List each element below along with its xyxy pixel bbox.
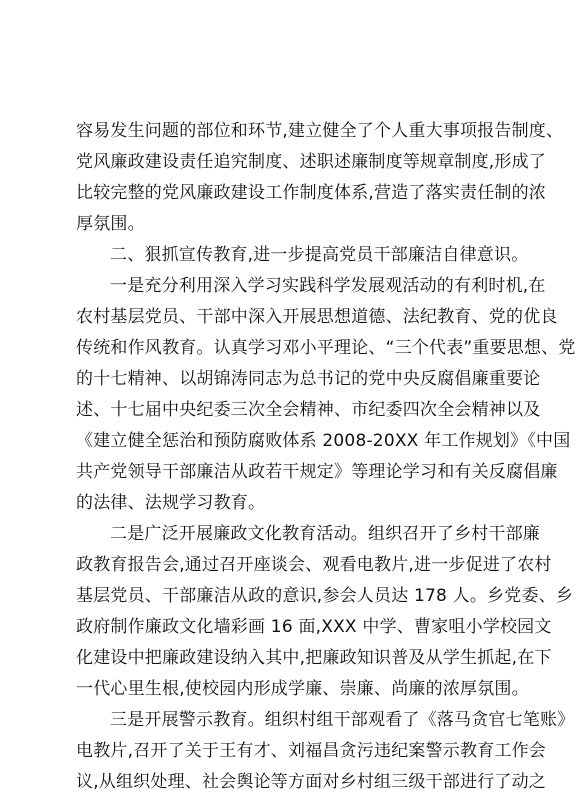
text-line: 政教育报告会,通过召开座谈会、观看电教片,进一步促进了农村 (76, 555, 552, 575)
text-line: 的十七精神、以胡锦涛同志为总书记的党中央反腐倡廉重要论 (76, 369, 541, 389)
text-line: 化建设中把廉政建设纳入其中,把廉政知识普及从学生抓起,在下 (76, 648, 552, 668)
text-line: 议,从组织处理、社会舆论等方面对乡村组三级干部进行了动之 (76, 772, 547, 792)
text-line: 一代心里生根,使校园内形成学廉、崇廉、尚廉的浓厚氛围。 (76, 679, 529, 699)
text-line: 传统和作风教育。认真学习邓小平理论、“三个代表”重要思想、党 (76, 338, 576, 358)
paragraph-first-line: 一是充分利用深入学习实践科学发展观活动的有利时机,在 (110, 276, 546, 296)
text-line: 厚氛围。 (76, 214, 145, 234)
text-line: 党风廉政建设责任追究制度、述职述廉制度等规章制度,形成了 (76, 152, 547, 172)
text-line: 比较完整的党风廉政建设工作制度体系,营造了落实责任制的浓 (76, 183, 547, 203)
text-line: 政府制作廉政文化墙彩画 16 面,XXX 中学、曹家咀小学校园文 (76, 617, 552, 637)
paragraph-first-line: 三是开展警示教育。组织村组干部观看了《落马贪官七笔账》 (110, 710, 575, 730)
section-heading: 二、狠抓宣传教育,进一步提高党员干部廉洁自律意识。 (110, 245, 529, 265)
text-line: 《建立健全惩治和预防腐败体系 2008-20XX 年工作规划》《中国 (76, 431, 571, 451)
text-line: 容易发生问题的部位和环节,建立健全了个人重大事项报告制度、 (76, 121, 564, 141)
text-line: 基层党员、干部廉洁从政的意识,参会人员达 178 人。乡党委、乡 (76, 586, 574, 606)
text-line: 农村基层党员、干部中深入开展思想道德、法纪教育、党的优良 (76, 307, 558, 327)
text-line: 的法律、法规学习教育。 (76, 493, 266, 513)
text-line: 述、十七届中央纪委三次全会精神、市纪委四次全会精神以及 (76, 400, 541, 420)
text-line: 电教片,召开了关于王有才、刘福昌贪污违纪案警示教育工作会 (76, 741, 547, 761)
paragraph-first-line: 二是广泛开展廉政文化教育活动。组织召开了乡村干部廉 (110, 524, 540, 544)
text-line: 共产党领导干部廉洁从政若干规定》等理论学习和有关反腐倡廉 (76, 462, 558, 482)
